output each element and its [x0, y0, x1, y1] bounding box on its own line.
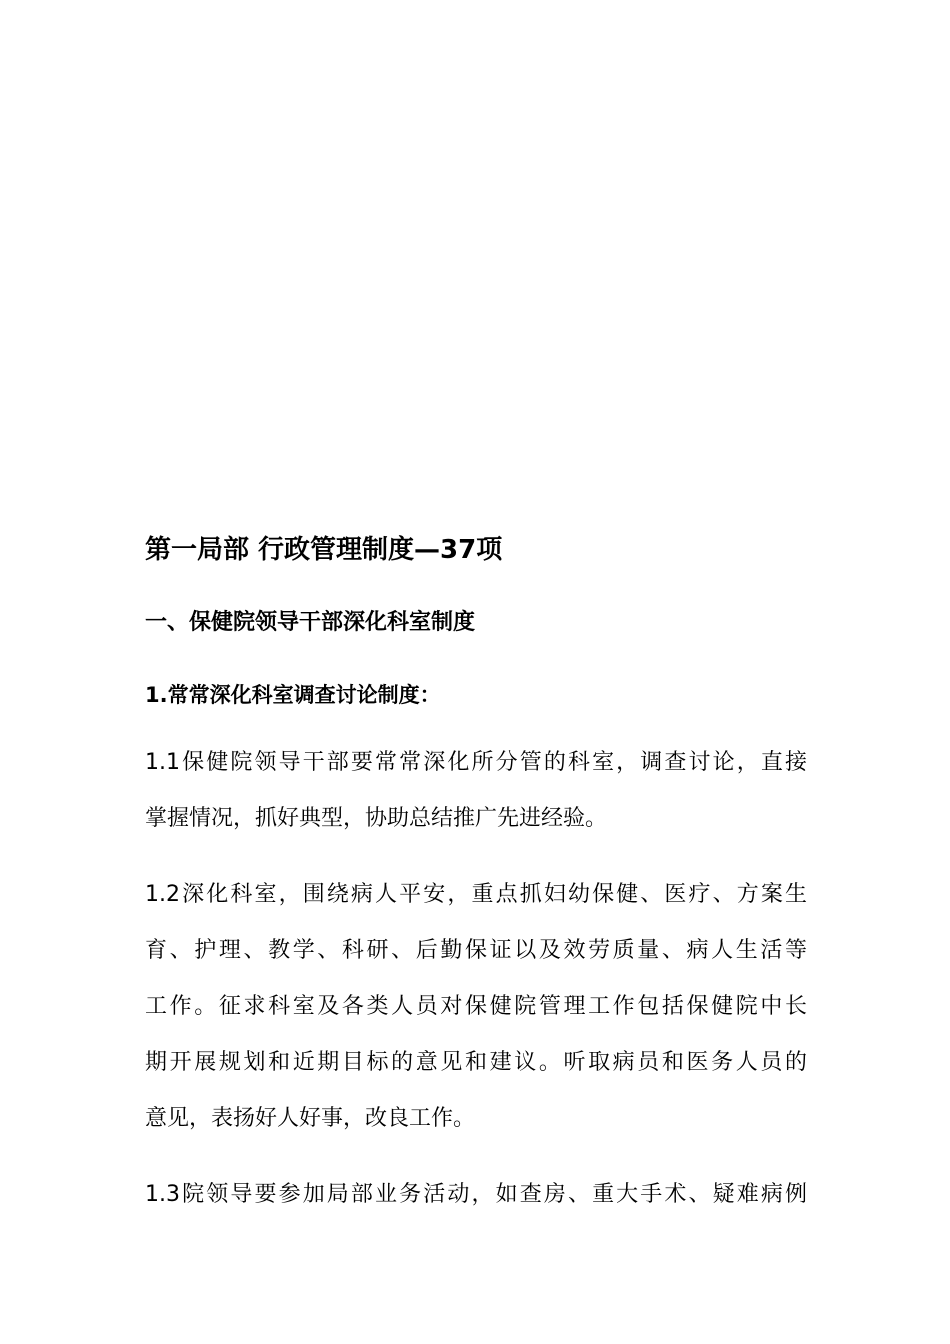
- paragraph-line: 工作。征求科室及各类人员对保健院管理工作包括保健院中长: [145, 994, 807, 1019]
- paragraph-1-1: [145, 735, 807, 847]
- part-heading: 第一局部 行政管理制度—37项: [145, 535, 503, 565]
- paragraph-line: 意见，表扬好人好事，改良工作。: [145, 1106, 476, 1131]
- paragraph-line: 1.3院领导要参加局部业务活动，如查房、重大手术、疑难病例: [145, 1182, 807, 1207]
- paragraph-line: 期开展规划和近期目标的意见和建议。听取病员和医务人员的: [145, 1050, 807, 1075]
- section-heading: 一、保健院领导干部深化科室制度: [145, 610, 476, 635]
- paragraph-number: 1.3: [145, 1182, 180, 1207]
- paragraph-number: 1.2: [145, 882, 180, 907]
- paragraph-number: 1.1: [145, 750, 180, 775]
- paragraph-1-3: [145, 1167, 807, 1223]
- document-body: [145, 525, 807, 1223]
- paragraph-line: 1.1保健院领导干部要常常深化所分管的科室，调查讨论，直接: [145, 750, 807, 775]
- paragraph-line: 1.2深化科室，围绕病人平安，重点抓妇幼保健、医疗、方案生: [145, 882, 807, 907]
- item-heading: 1.常常深化科室调查讨论制度：: [145, 683, 441, 707]
- paragraph-1-2: [145, 867, 807, 1147]
- paragraph-line: 掌握情况，抓好典型，协助总结推广先进经验。: [145, 806, 608, 831]
- paragraph-line: 育、护理、教学、科研、后勤保证以及效劳质量、病人生活等: [145, 938, 807, 963]
